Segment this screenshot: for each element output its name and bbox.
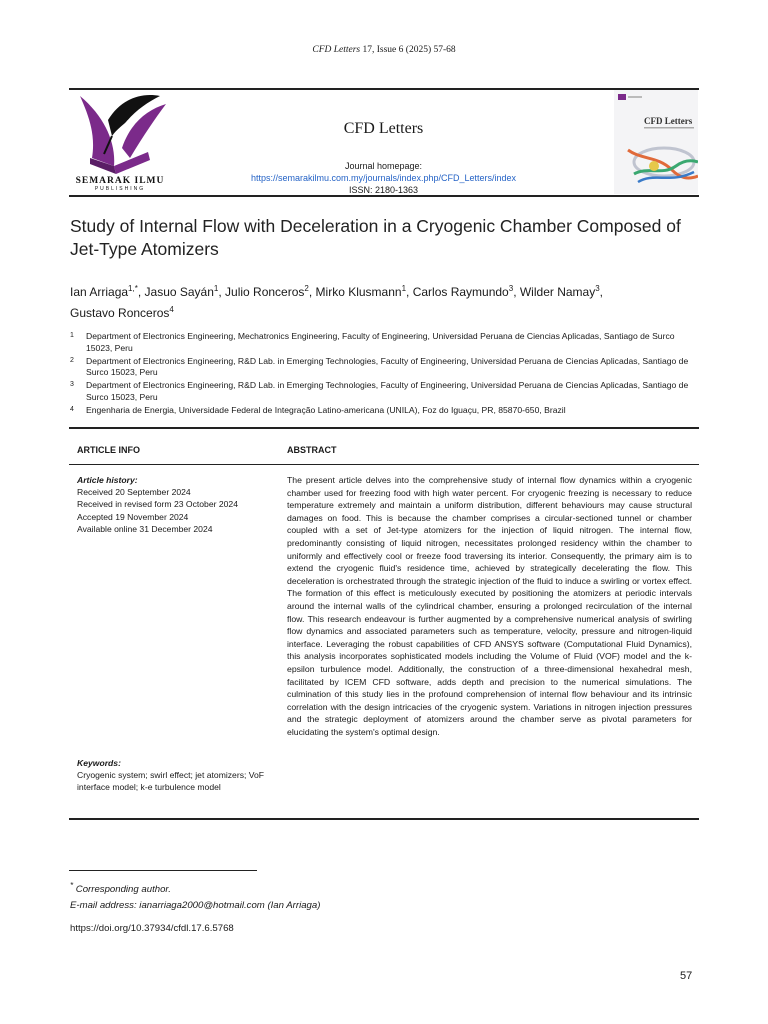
info-top-rule (69, 427, 699, 429)
info-header-rule (69, 464, 699, 465)
doi-link[interactable]: https://doi.org/10.37934/cfdl.17.6.5768 (70, 923, 234, 934)
cover-title: CFD Letters (644, 116, 693, 126)
author: Ian Arriaga$^{1,*}$ (70, 284, 138, 299)
keywords-label: Keywords: (77, 758, 121, 768)
article-info-heading: ARTICLE INFO (77, 445, 140, 455)
author: Carlos Raymundo$^3$ (412, 284, 514, 299)
affiliation: 2 Department of Electronics Engineering, R&D Lab. in Emerging Technologies, Faculty of Engineering, Universidad Peruana de Ciencias Aplicadas, Santiago de Surco 15023, Peru (70, 355, 689, 378)
abstract-body: The present article delves into the comprehensive study of internal flow dynamics within a cryogenic chamber used for freezing food with high water percent. For cryogenic freezing is necessary to reduce temperature extremely and maintain a uniform distribution, different behaviours may cause structural damages on food. This is because the chamber comprises a circular-sectioned tunnel or chamber coupled with a set of Jet-type atomizers for the injection of liquid nitrogen. The internal flow, predominantly consisting of liquid nitrogen, necessitates prolonged residency within the chamber to uniformly and effectively cool or freeze food traversing its interior. Consequently, the primary aim is to extend the cryogenic fluid's residence time, achieved by strategically decelerating the flow. This deceleration is orchestrated through the strategic injection of the fluid to induce a swirling or vortex effect. The formation of this effect is meticulously executed by positioning the atomizers at periodic intervals around the internal walls of the cylindrical chamber, ensuring a prolonged recirculation of the internal flow. This research endeavour is further augmented by a comprehensive numerical analysis of swirling flow dynamics and associated parameters such as temperature, velocity, pressure and nitrogen-liquid interface. Leveraging the robust capabilities of CFD ANSYS software (Computational Fluid Dynamics), this analysis incorporates sophisticated models including the Volume of Fluid (VOF) model and the k-epsilon turbulence model. Additionally, the construction of a three-dimensional hexahedral mesh, facilitated by ICEM CFD software, adds depth and precision to the numerical simulations. The culmination of this study lies in the profound comprehension of internal flow behaviour and its intrinsic correlation with the design intricacies of the cryogenic system. Variations in nitrogen injection pressures and the strategic deployment of atomizers around the chamber serve as pivotal parameters for elucidating the system's optimal design. (287, 475, 692, 737)
running-head-issue: 17, Issue 6 (2025) 57-68 (360, 45, 456, 55)
publisher-name: SEMARAK ILMU (75, 176, 165, 186)
homepage-label: Journal homepage: (344, 161, 423, 171)
journal-meta (170, 160, 597, 196)
homepage-link[interactable]: https://semarakilmu.com.my/journals/index.php/CFD_Letters/index (250, 173, 517, 183)
affiliation: 4 Engenharia de Energia, Universidade Federal de Integração Latino-americana (UNILA), Foz do Iguaçu, PR, 85870-650, Brazil (70, 404, 566, 415)
corresponding-author-note: * Corresponding author. (70, 881, 171, 896)
page-number: 57 (680, 970, 693, 982)
running-head-journal: CFD Letters (312, 45, 361, 55)
banner-top-rule (69, 88, 699, 90)
history-received: Received 20 September 2024 (77, 487, 191, 498)
footnote (70, 878, 670, 913)
footnote-rule (69, 870, 257, 871)
running-head (0, 45, 768, 55)
journal-title: CFD Letters (343, 120, 424, 137)
author: Wilder Namay$^3$ (519, 284, 600, 299)
corresponding-email: E-mail address: ianarriaga2000@hotmail.com (Ian Arriaga) (70, 899, 321, 911)
history-online: Available online 31 December 2024 (77, 523, 213, 534)
issn: ISSN: 2180-1363 (348, 185, 419, 195)
keywords (77, 757, 277, 794)
author: Julio Ronceros$^2$ (225, 284, 309, 299)
banner-bottom-rule (69, 195, 699, 197)
info-bottom-rule (69, 818, 699, 820)
publisher-sub: PUBLISHING (94, 186, 146, 192)
history-revised: Received in revised form 23 October 2024 (77, 499, 238, 510)
author: Gustavo Ronceros$^4$ (70, 305, 174, 320)
abstract-heading: ABSTRACT (287, 445, 337, 455)
history-label: Article history: (77, 475, 138, 485)
affiliation: 1 Department of Electronics Engineering, Mechatronics Engineering, Faculty of Engineering, Universidad Peruana de Ciencias Aplicadas, Santiago de Surco 15023, Peru (70, 331, 675, 353)
publisher-logo (70, 92, 170, 192)
keywords-text: Cryogenic system; swirl effect; jet atomizers; VoF interface model; k-e turbulence model (77, 770, 265, 793)
publisher-logo-icon (70, 92, 170, 192)
affiliation-list (70, 331, 700, 418)
paper-title: Study of Internal Flow with Deceleration in a Cryogenic Chamber Composed of Jet-Type Atomizers (70, 216, 681, 259)
journal-cover-thumbnail (614, 90, 698, 194)
article-history (77, 474, 277, 535)
cover-image-icon (614, 90, 698, 194)
affiliation: 3 Department of Electronics Engineering, R&D Lab. in Emerging Technologies, Faculty of Engineering, Universidad Peruana de Ciencias Aplicadas, Santiago de Surco 15023, Peru (70, 380, 689, 402)
author-list: Ian Arriaga$^{1,*}$, Jasuo Sayán$^1$, Julio Ronceros$^2$, Mirko Klusmann$^1$, Carlos Raymundo$^3$, Wilder Namay$^3$, Gustavo Ronceros$^4$ (70, 284, 604, 320)
author: Jasuo Sayán$^1$ (144, 284, 219, 299)
author: Mirko Klusmann$^1$ (315, 284, 407, 299)
history-accepted: Accepted 19 November 2024 (77, 511, 189, 522)
